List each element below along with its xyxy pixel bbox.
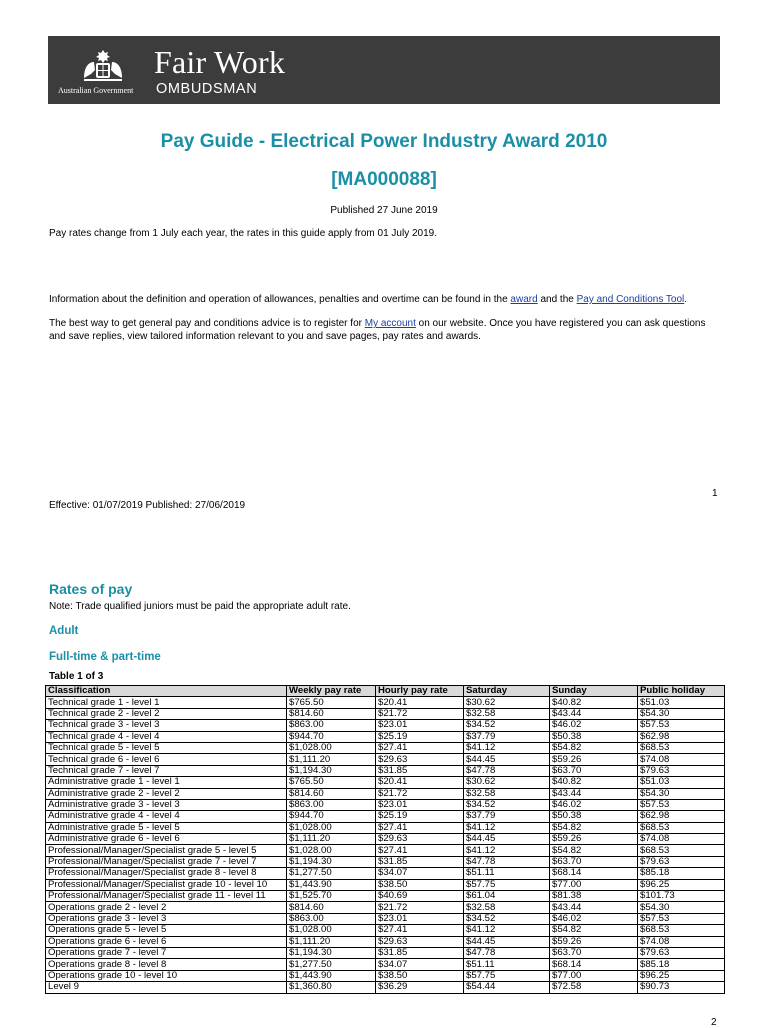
table-cell: $27.41 [376,742,464,753]
table-cell: $38.50 [376,970,464,981]
table-cell: $74.08 [638,754,725,765]
table-cell: $47.78 [464,947,550,958]
table-cell: $85.18 [638,959,725,970]
column-header: Hourly pay rate [376,686,464,697]
table-cell: $1,525.70 [287,891,376,902]
table-cell: $1,194.30 [287,856,376,867]
table-cell: Administrative grade 3 - level 3 [46,799,287,810]
table-cell: $40.82 [550,777,638,788]
table-cell: $63.70 [550,856,638,867]
table-cell: $54.30 [638,788,725,799]
table-label: Table 1 of 3 [49,671,104,682]
table-cell: Professional/Manager/Specialist grade 10 - level 10 [46,879,287,890]
table-cell: $63.70 [550,947,638,958]
table-cell: $23.01 [376,720,464,731]
table-cell: $44.45 [464,754,550,765]
award-link[interactable]: award [510,294,538,305]
table-cell: $863.00 [287,720,376,731]
table-cell: $34.07 [376,868,464,879]
table-cell: $30.62 [464,697,550,708]
table-cell: $54.30 [638,902,725,913]
table-cell: $44.45 [464,834,550,845]
table-header-row [46,686,725,697]
table-cell: $68.53 [638,925,725,936]
table-cell: $32.58 [464,708,550,719]
table-cell: $79.63 [638,947,725,958]
table-cell: Operations grade 10 - level 10 [46,970,287,981]
pay-rates-table [45,685,725,994]
published-date: Published 27 June 2019 [330,205,438,216]
table-cell: $31.85 [376,947,464,958]
table-cell: Technical grade 7 - level 7 [46,765,287,776]
pay-conditions-tool-link[interactable]: Pay and Conditions Tool [576,294,685,305]
table-cell: Technical grade 4 - level 4 [46,731,287,742]
column-header: Weekly pay rate [287,686,376,697]
table-cell: $20.41 [376,697,464,708]
table-cell: $27.41 [376,822,464,833]
table-cell: $41.12 [464,742,550,753]
table-cell: $37.79 [464,811,550,822]
table-cell: $34.52 [464,913,550,924]
adult-heading: Adult [49,625,79,637]
table-cell: $81.38 [550,891,638,902]
table-cell: $59.26 [550,834,638,845]
table-row [46,902,725,913]
column-header: Public holiday [638,686,725,697]
table-row [46,845,725,856]
table-cell: $1,443.90 [287,879,376,890]
table-cell: $41.12 [464,845,550,856]
table-row [46,856,725,867]
table-cell: $29.63 [376,754,464,765]
table-cell: $63.70 [550,765,638,776]
table-cell: $25.19 [376,811,464,822]
table-cell: $57.53 [638,720,725,731]
table-row [46,811,725,822]
table-cell: Operations grade 6 - level 6 [46,936,287,947]
table-cell: $46.02 [550,799,638,810]
table-cell: $57.53 [638,799,725,810]
table-row [46,731,725,742]
table-cell: $34.52 [464,720,550,731]
table-cell: $77.00 [550,970,638,981]
table-row [46,834,725,845]
table-cell: $1,111.20 [287,754,376,765]
table-cell: $38.50 [376,879,464,890]
table-cell: Administrative grade 1 - level 1 [46,777,287,788]
table-cell: $68.14 [550,959,638,970]
table-cell: $1,360.80 [287,982,376,993]
table-cell: $30.62 [464,777,550,788]
table-cell: $1,194.30 [287,947,376,958]
info-text-middle: and the [537,294,577,305]
table-cell: $29.63 [376,936,464,947]
header-banner [48,36,720,104]
table-row [46,959,725,970]
table-cell: $40.69 [376,891,464,902]
table-cell: $37.79 [464,731,550,742]
table-cell: $814.60 [287,902,376,913]
table-cell: $1,443.90 [287,970,376,981]
column-header: Sunday [550,686,638,697]
table-cell: $1,028.00 [287,742,376,753]
table-row [46,697,725,708]
table-cell: $944.70 [287,811,376,822]
table-cell: Technical grade 1 - level 1 [46,697,287,708]
table-cell: $61.04 [464,891,550,902]
table-cell: $1,111.20 [287,834,376,845]
table-cell: $62.98 [638,811,725,822]
table-row [46,936,725,947]
table-row [46,742,725,753]
table-cell: $72.58 [550,982,638,993]
effective-date: Effective: 01/07/2019 Published: 27/06/2019 [49,500,246,511]
table-cell: Level 9 [46,982,287,993]
table-cell: $51.03 [638,697,725,708]
table-cell: $944.70 [287,731,376,742]
table-row [46,868,725,879]
table-cell: $814.60 [287,788,376,799]
table-cell: $54.82 [550,925,638,936]
table-cell: $31.85 [376,856,464,867]
table-cell: $54.44 [464,982,550,993]
table-cell: $32.58 [464,902,550,913]
table-cell: $23.01 [376,799,464,810]
table-cell: $25.19 [376,731,464,742]
table-cell: $54.82 [550,742,638,753]
table-cell: $20.41 [376,777,464,788]
table-cell: Administrative grade 6 - level 6 [46,834,287,845]
table-cell: $74.08 [638,936,725,947]
table-cell: $54.30 [638,708,725,719]
rates-heading: Rates of pay [49,581,133,597]
table-row [46,765,725,776]
table-row [46,891,725,902]
table-cell: $43.44 [550,902,638,913]
table-cell: $51.03 [638,777,725,788]
table-cell: $36.29 [376,982,464,993]
table-cell: $74.08 [638,834,725,845]
table-row [46,822,725,833]
column-header: Classification [46,686,287,697]
table-cell: $1,111.20 [287,936,376,947]
table-cell: $54.82 [550,822,638,833]
table-cell: Operations grade 7 - level 7 [46,947,287,958]
table-row [46,982,725,993]
table-cell: $51.11 [464,959,550,970]
table-cell: $29.63 [376,834,464,845]
table-cell: $96.25 [638,970,725,981]
table-cell: $101.73 [638,891,725,902]
table-row [46,879,725,890]
table-cell: $1,028.00 [287,822,376,833]
column-header: Saturday [464,686,550,697]
table-cell: $27.41 [376,845,464,856]
advice-text-after: on our website. Once you have registered you can ask questions and save replies, view tailored information relevant to you and save pages, pay rates and awards. [49,318,706,342]
table-cell: $59.26 [550,936,638,947]
table-row [46,708,725,719]
table-cell: $1,028.00 [287,845,376,856]
table-cell: $90.73 [638,982,725,993]
table-cell: Administrative grade 4 - level 4 [46,811,287,822]
table-cell: $47.78 [464,856,550,867]
juniors-note: Note: Trade qualified juniors must be paid the appropriate adult rate. [49,601,351,612]
table-cell: $34.52 [464,799,550,810]
table-cell: $31.85 [376,765,464,776]
table-row [46,754,725,765]
table-cell: $96.25 [638,879,725,890]
government-label: Australian Government [58,86,134,95]
table-cell: $68.53 [638,742,725,753]
table-cell: $47.78 [464,765,550,776]
info-text-before: Information about the definition and operation of allowances, penalties and overtime can be found in the [49,294,511,305]
table-cell: $62.98 [638,731,725,742]
table-cell: $54.82 [550,845,638,856]
table-cell: $50.38 [550,731,638,742]
table-row [46,788,725,799]
table-cell: $23.01 [376,913,464,924]
table-cell: $51.11 [464,868,550,879]
table-cell: $46.02 [550,720,638,731]
table-cell: $77.00 [550,879,638,890]
advice-paragraph [49,317,719,343]
table-cell: $1,028.00 [287,925,376,936]
info-paragraph [49,293,719,306]
table-cell: $57.75 [464,970,550,981]
table-cell: $59.26 [550,754,638,765]
table-cell: $21.72 [376,902,464,913]
table-cell: $50.38 [550,811,638,822]
table-cell: $68.53 [638,822,725,833]
fulltime-parttime-heading: Full-time & part-time [49,651,161,663]
table-cell: $765.50 [287,697,376,708]
table-cell: Technical grade 3 - level 3 [46,720,287,731]
table-cell: $46.02 [550,913,638,924]
table-cell: $863.00 [287,913,376,924]
table-cell: $85.18 [638,868,725,879]
table-cell: $814.60 [287,708,376,719]
table-row [46,720,725,731]
table-cell: $27.41 [376,925,464,936]
table-cell: Technical grade 5 - level 5 [46,742,287,753]
table-cell: Technical grade 2 - level 2 [46,708,287,719]
page-title: Pay Guide - Electrical Power Industry Award 2010 [160,131,608,152]
award-code: [MA000088] [331,169,437,190]
my-account-link[interactable]: My account [364,318,416,329]
table-row [46,925,725,936]
table-cell: $863.00 [287,799,376,810]
table-cell: $68.53 [638,845,725,856]
table-cell: $41.12 [464,925,550,936]
table-cell: $40.82 [550,697,638,708]
table-cell: $1,277.50 [287,959,376,970]
table-cell: $57.53 [638,913,725,924]
table-row [46,913,725,924]
table-cell: $1,277.50 [287,868,376,879]
page-number: 1 [712,488,718,499]
table-cell: $21.72 [376,708,464,719]
table-cell: $1,194.30 [287,765,376,776]
coat-of-arms-icon [78,48,128,86]
advice-text-before: The best way to get general pay and conditions advice is to register for [49,318,365,329]
table-cell: Professional/Manager/Specialist grade 5 - level 5 [46,845,287,856]
table-cell: Administrative grade 2 - level 2 [46,788,287,799]
table-cell: $43.44 [550,708,638,719]
table-cell: $68.14 [550,868,638,879]
brand-name: Fair Work [154,44,286,80]
table-cell: Operations grade 8 - level 8 [46,959,287,970]
table-cell: Administrative grade 5 - level 5 [46,822,287,833]
table-cell: Operations grade 3 - level 3 [46,913,287,924]
intro-text: Pay rates change from 1 July each year, the rates in this guide apply from 01 July 2019. [49,228,437,239]
table-cell: $34.07 [376,959,464,970]
table-cell: $765.50 [287,777,376,788]
table-cell: $41.12 [464,822,550,833]
table-row [46,799,725,810]
table-cell: $79.63 [638,765,725,776]
table-row [46,970,725,981]
table-cell: $57.75 [464,879,550,890]
table-cell: Professional/Manager/Specialist grade 7 - level 7 [46,856,287,867]
brand-subtitle: OMBUDSMAN [156,81,258,97]
table-cell: $21.72 [376,788,464,799]
table-cell: $43.44 [550,788,638,799]
table-cell: $79.63 [638,856,725,867]
table-cell: $44.45 [464,936,550,947]
table-row [46,777,725,788]
table-cell: $32.58 [464,788,550,799]
table-row [46,947,725,958]
table-cell: Operations grade 2 - level 2 [46,902,287,913]
table-cell: Technical grade 6 - level 6 [46,754,287,765]
page-number: 2 [711,1017,717,1028]
table-cell: Professional/Manager/Specialist grade 11 - level 11 [46,891,287,902]
table-cell: Operations grade 5 - level 5 [46,925,287,936]
info-text-after: . [684,294,688,305]
table-cell: Professional/Manager/Specialist grade 8 - level 8 [46,868,287,879]
